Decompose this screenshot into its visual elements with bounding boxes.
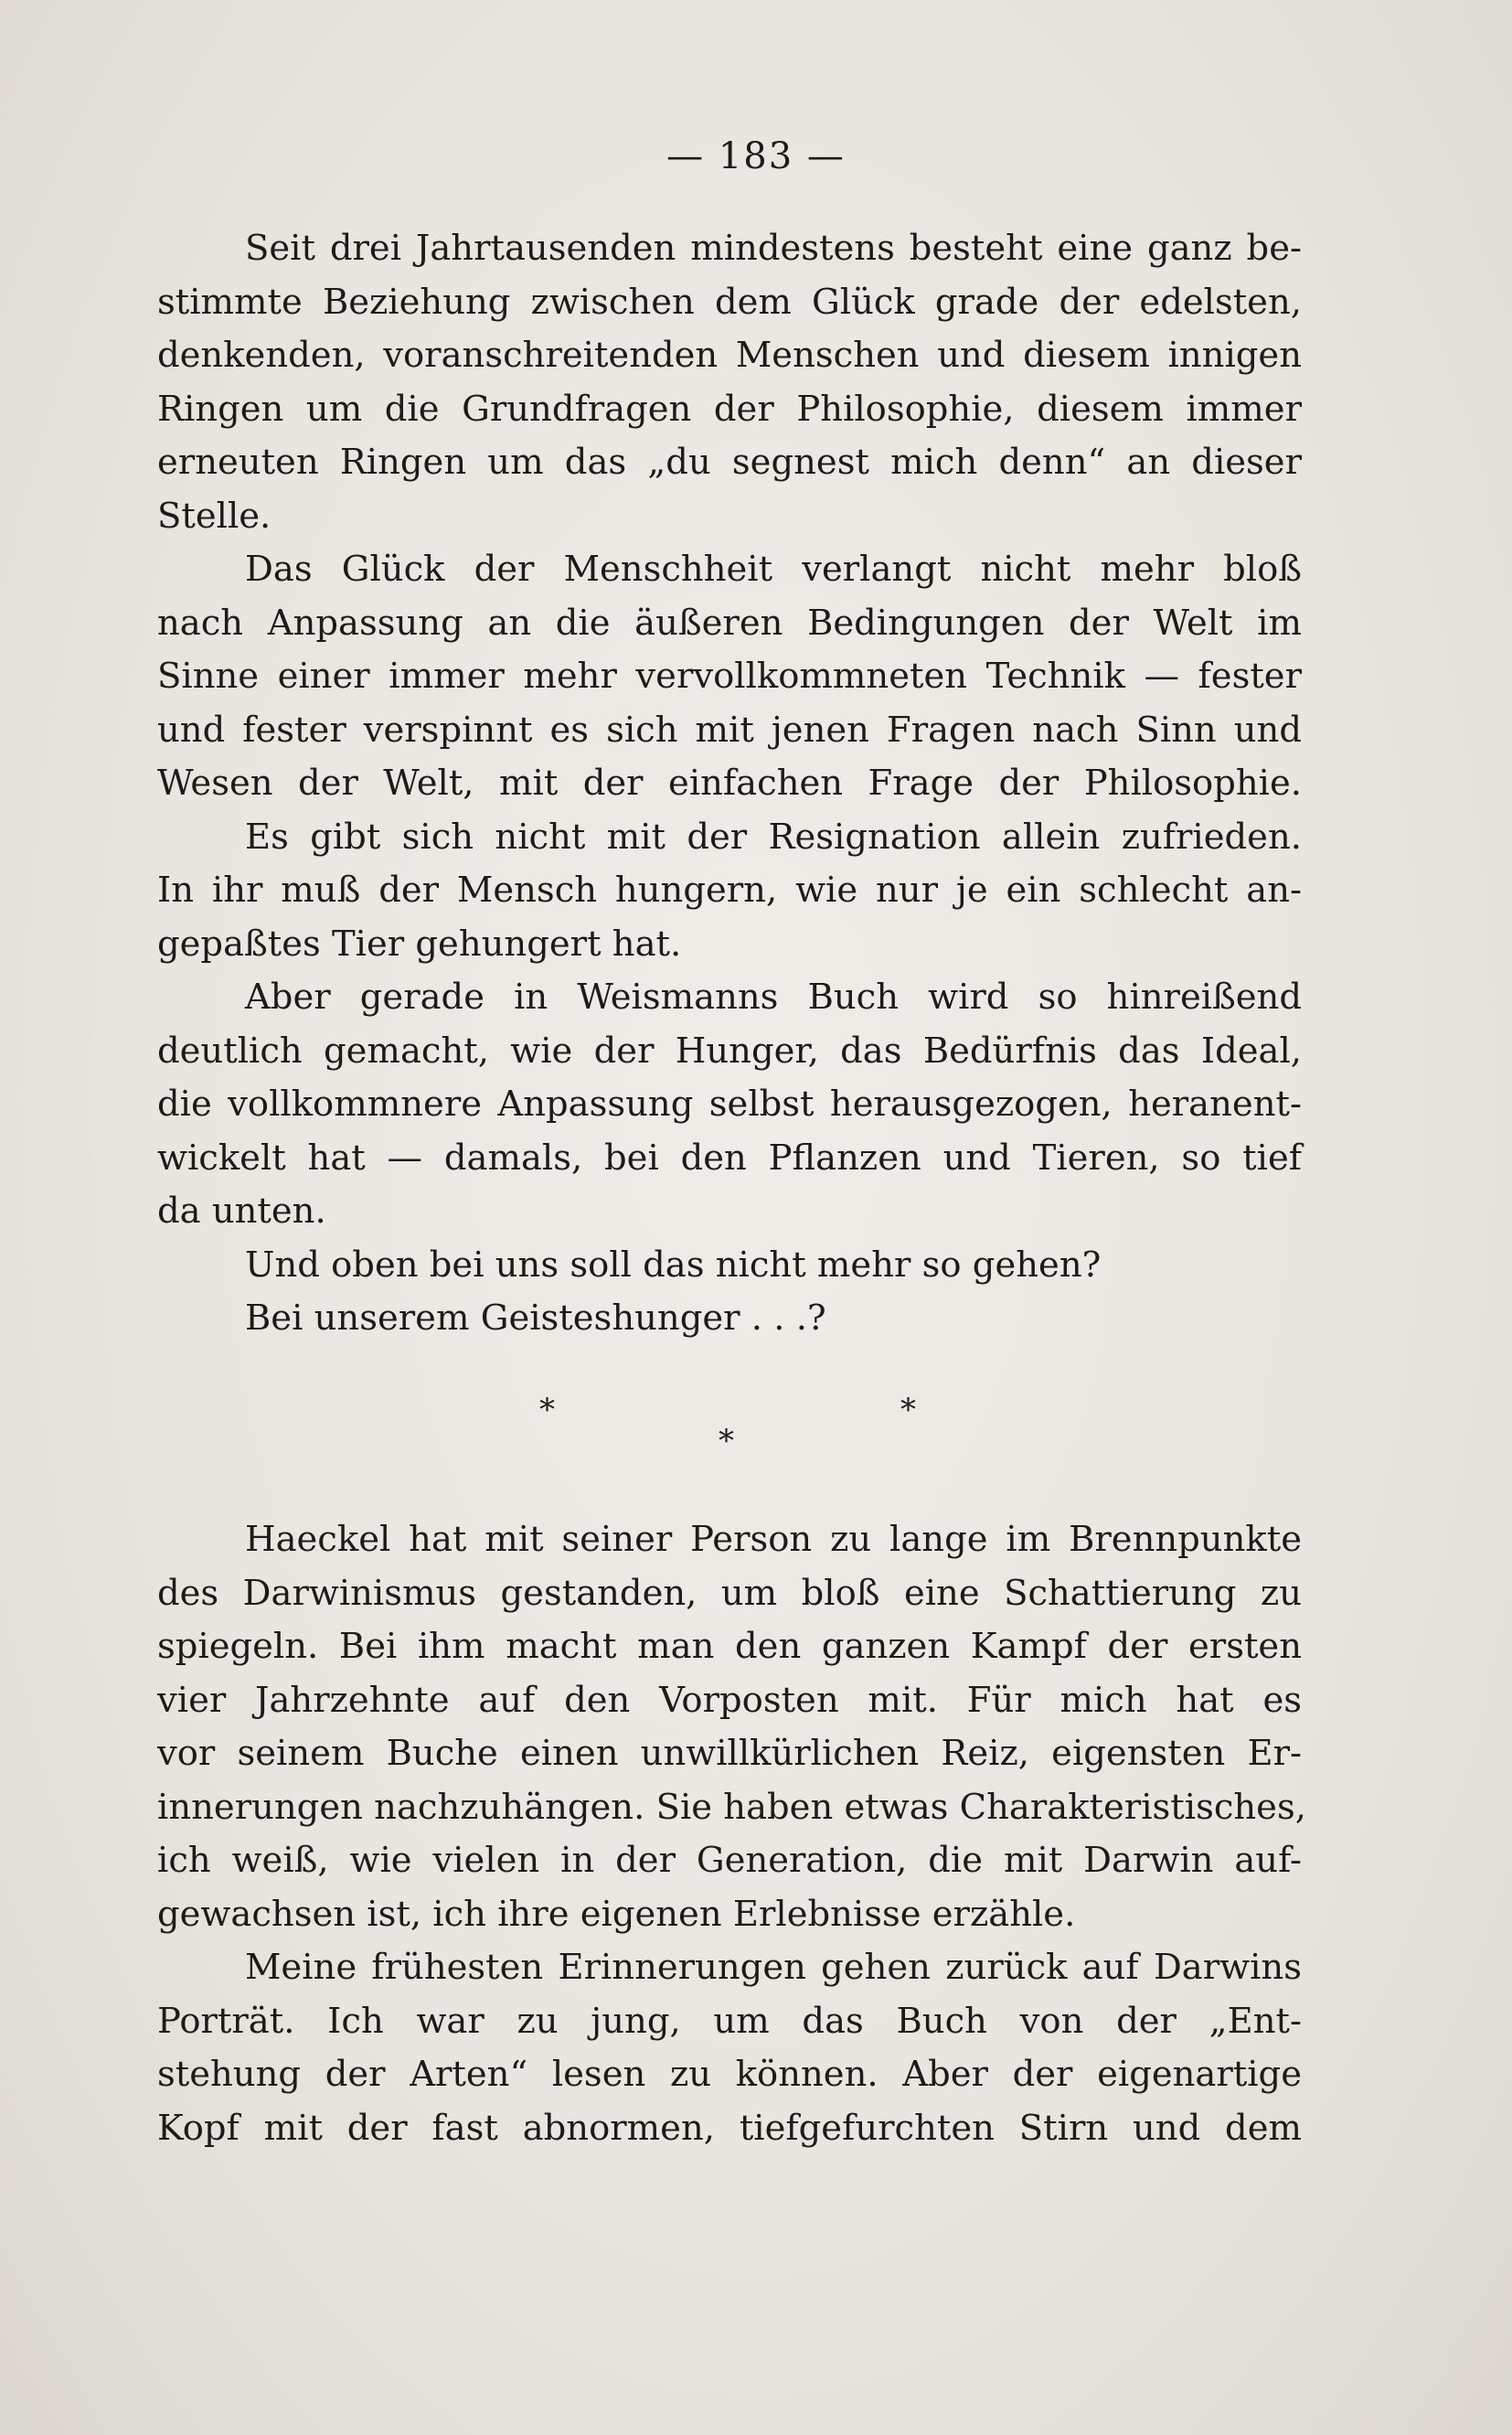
text-line: Aber gerade in Weismanns Buch wird so hinreißend	[245, 977, 1302, 1018]
asterisk: *	[719, 1423, 734, 1459]
text-line: nach Anpassung an die äußeren Bedingungen der Welt im	[157, 602, 1302, 644]
text-line: spiegeln. Bei ihm macht man den ganzen Kampf der ersten	[157, 1626, 1302, 1667]
page-number: — 183 —	[666, 135, 846, 177]
text-line: des Darwinismus gestanden, um bloß eine Schattierung zu	[157, 1572, 1302, 1614]
text-line: erneuten Ringen um das „du segnest mich denn“ an dieser	[157, 442, 1302, 483]
asterisk: *	[900, 1392, 916, 1428]
text-line: deutlich gemacht, wie der Hunger, das Bedürfnis das Ideal,	[157, 1030, 1302, 1072]
text-line: Seit drei Jahrtausenden mindestens besteht eine ganz be-	[245, 228, 1302, 269]
text-line: ich weiß, wie vielen in der Generation, die mit Darwin auf-	[157, 1840, 1302, 1881]
section-separator	[0, 1394, 1512, 1468]
text-line: die vollkommnere Anpassung selbst herausgezogen, heranent-	[157, 1084, 1302, 1125]
asterisk: *	[539, 1392, 555, 1428]
text-line: vor seinem Buche einen unwillkürlichen Reiz, eigensten Er-	[157, 1733, 1302, 1774]
text-line: Es gibt sich nicht mit der Resignation allein zufrieden.	[245, 816, 1302, 858]
text-line: Sinne einer immer mehr vervollkommneten Technik — fester	[157, 656, 1302, 697]
text-line: da unten.	[157, 1191, 326, 1232]
text-line: Kopf mit der fast abnormen, tiefgefurchten Stirn und dem	[157, 2107, 1302, 2149]
text-line: gepaßtes Tier gehungert hat.	[157, 923, 682, 965]
text-line: stimmte Beziehung zwischen dem Glück grade der edelsten,	[157, 281, 1302, 323]
text-line: Das Glück der Menschheit verlangt nicht mehr bloß	[245, 549, 1302, 590]
text-line: gewachsen ist, ich ihre eigenen Erlebnisse erzähle.	[157, 1893, 1076, 1935]
text-line: stehung der Arten“ lesen zu können. Aber der eigenartige	[157, 2054, 1302, 2095]
text-line: Bei unserem Geisteshunger . . .?	[245, 1298, 826, 1339]
text-line: Porträt. Ich war zu jung, um das Buch von der „Ent-	[157, 2000, 1302, 2042]
text-line: Meine frühesten Erinnerungen gehen zurück auf Darwins	[245, 1947, 1302, 1988]
text-line: wickelt hat — damals, bei den Pflanzen und Tieren, so tief	[157, 1137, 1302, 1179]
text-line: Stelle.	[157, 495, 272, 537]
section-2-text	[157, 1513, 1306, 2155]
section-1-text	[157, 222, 1302, 1346]
text-line: vier Jahrzehnte auf den Vorposten mit. Für mich hat es	[157, 1679, 1302, 1721]
text-line: Haeckel hat mit seiner Person zu lange im Brennpunkte	[245, 1519, 1302, 1560]
text-line: und fester verspinnt es sich mit jenen Fragen nach Sinn und	[157, 709, 1302, 751]
text-line: Und oben bei uns soll das nicht mehr so gehen?	[245, 1244, 1102, 1286]
text-line: In ihr muß der Mensch hungern, wie nur je ein schlecht an-	[157, 870, 1302, 911]
text-line: innerungen nachzuhängen. Sie haben etwas Charakteristisches,	[157, 1786, 1306, 1828]
text-line: denkenden, voranschreitenden Menschen und diesem innigen	[157, 335, 1302, 376]
text-line: Ringen um die Grundfragen der Philosophie, diesem immer	[157, 388, 1302, 430]
text-line: Wesen der Welt, mit der einfachen Frage der Philosophie.	[157, 763, 1302, 804]
